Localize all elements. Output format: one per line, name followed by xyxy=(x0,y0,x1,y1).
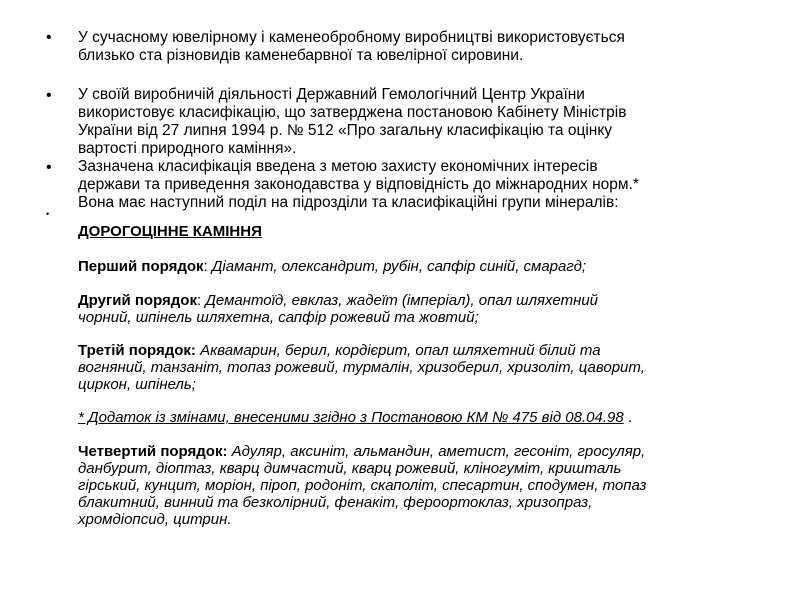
order-fourth xyxy=(78,443,647,528)
order-minerals: вогняний, танзаніт, топаз рожевий, турмалін, хризоберил, хризоліт, цаворит, xyxy=(78,359,645,376)
bullet-dot: • xyxy=(46,29,52,46)
order-minerals: блакитний, винний та безколірний, фенакіт, фероортоклаз, хризопраз, xyxy=(78,494,593,511)
paragraph-2 xyxy=(78,86,768,158)
order-minerals: данбурит, діоптаз, кварц димчастий, кварц рожевий, кліногуміт, кришталь xyxy=(78,460,622,477)
paragraph-line: Зазначена класифікація введена з метою захисту економічних інтересів xyxy=(78,158,598,175)
amendment-note-tail: . xyxy=(623,409,633,426)
paragraph-3 xyxy=(78,158,768,212)
order-minerals: чорний, шпінель шляхетна, сапфір рожевий та жовтий; xyxy=(78,309,479,326)
paragraph-line: У своїй виробничій діяльності Державний Гемологічний Центр України xyxy=(78,86,585,103)
order-second xyxy=(78,292,598,326)
order-minerals: Демантоїд, евклаз, жадеїт (імперіал), опал шляхетний xyxy=(205,292,599,309)
order-label: Другий порядок xyxy=(78,292,197,309)
paragraph-1 xyxy=(78,29,768,65)
section-heading: ДОРОГОЦІННЕ КАМІННЯ xyxy=(78,223,262,240)
paragraph-line: У сучасному ювелірному і каменеобробному виробництві використовується xyxy=(78,29,625,46)
paragraph-line: Вона має наступний поділ на підрозділи та класифікаційні групи мінералів: xyxy=(78,194,619,211)
paragraph-line: використовує класифікацію, що затверджена постановою Кабінету Міністрів xyxy=(78,104,627,121)
order-label: Третій порядок: xyxy=(78,342,196,359)
bullet-dot: • xyxy=(46,87,52,104)
bullet-dot: • xyxy=(46,159,52,176)
paragraph-line: вартості природного каміння». xyxy=(78,140,297,157)
order-minerals: Адуляр, аксиніт, альмандин, аметист, гесоніт, гросуляр, xyxy=(231,443,646,460)
paragraph-line: України від 27 липня 1994 р. № 512 «Про загальну класифікацію та оцінку xyxy=(78,122,613,139)
order-label: Четвертий порядок: xyxy=(78,443,228,460)
paragraph-line: держави та приведення законодавства у відповідність до міжнародних норм.* xyxy=(78,176,639,193)
order-separator: : xyxy=(203,258,212,275)
order-minerals: Діамант, олександрит, рубін, сапфір синій, смарагд; xyxy=(211,258,587,275)
order-minerals: Аквамарин, берил, кордієрит, опал шляхетний білий та xyxy=(200,342,601,359)
amendment-note xyxy=(78,409,632,426)
bullet-dot-small: • xyxy=(46,209,50,219)
order-minerals: циркон, шпінель; xyxy=(78,376,196,393)
paragraph-line: близько ста різновидів каменебарвної та ювелірної сировини. xyxy=(78,47,524,64)
amendment-note-text: * Додаток із змінами, внесеними згідно з Постановою КМ № 475 від 08.04.98 xyxy=(78,409,624,426)
order-minerals: гірський, кунцит, моріон, піроп, родоніт, скаполіт, спесартин, сподумен, топаз xyxy=(78,477,647,494)
order-minerals: хромдіопсид, цитрин. xyxy=(78,511,232,528)
order-label: Перший порядок xyxy=(78,258,204,275)
order-separator: : xyxy=(196,292,206,309)
order-third xyxy=(78,342,645,393)
order-first xyxy=(78,258,586,275)
